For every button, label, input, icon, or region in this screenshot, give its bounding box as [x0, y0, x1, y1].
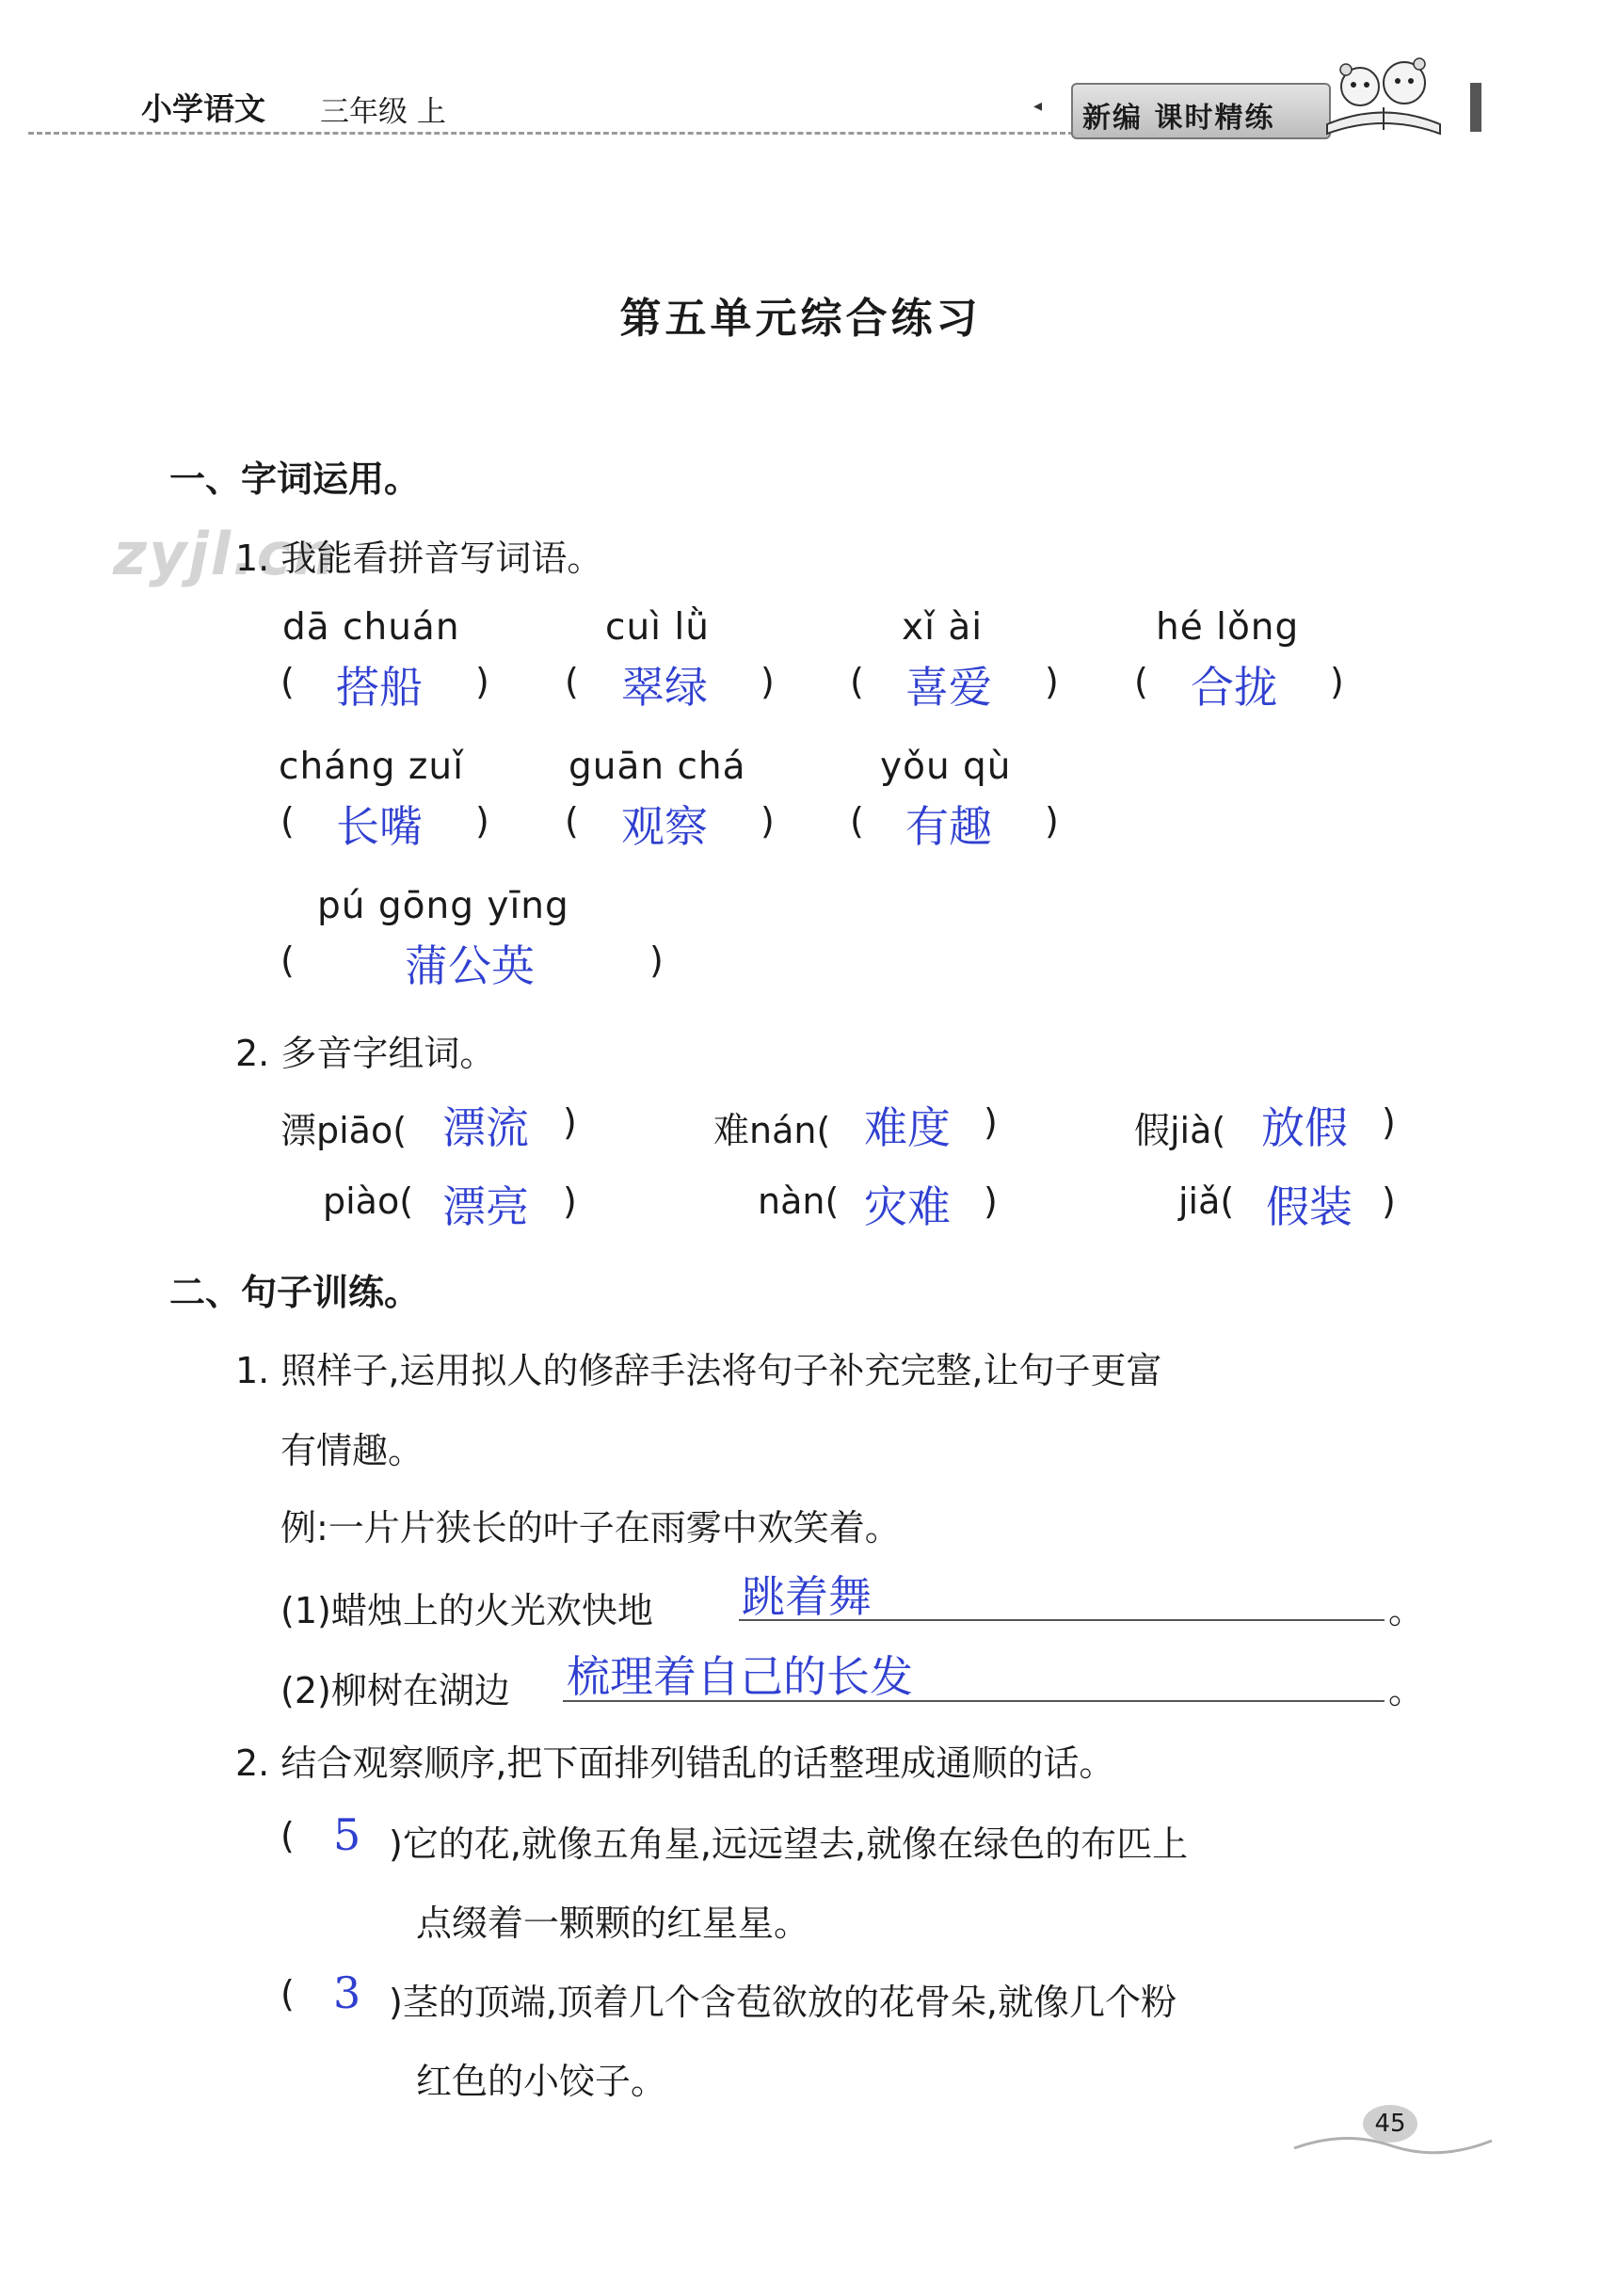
section2-q1-prompt-line1: 1. 照样子,运用拟人的修辞手法将句子补充完整,让句子更富	[235, 1350, 1162, 1391]
answer-3: 喜爱	[905, 662, 992, 713]
pinyin-3: xǐ ài	[902, 606, 984, 649]
polyphone-answer-1: 漂流	[442, 1102, 529, 1153]
pinyin-7: yǒu qù	[880, 746, 1012, 788]
paren-close: )	[1382, 1180, 1396, 1222]
pinyin-1: dā chuán	[282, 606, 460, 649]
page-number: 45	[1363, 2105, 1417, 2143]
header-divider	[28, 132, 1082, 135]
paren-close: )	[563, 1180, 577, 1222]
paren-open: (	[850, 800, 864, 842]
answer-underline	[563, 1700, 1385, 1702]
sentence-answer-2: 梳理着自己的长发	[567, 1651, 913, 1702]
page-title: 第五单元综合练习	[619, 295, 982, 343]
section1-heading: 一、字词运用。	[169, 458, 421, 500]
paren-open: (	[565, 661, 579, 702]
order-number-2: 3	[333, 1967, 361, 2018]
section2-q2-prompt: 2. 结合观察顺序,把下面排列错乱的话整理成通顺的话。	[235, 1742, 1115, 1784]
section1-q1-prompt: 1. 我能看拼音写词语。	[235, 538, 603, 579]
polyphone-answer-4: 漂亮	[442, 1181, 529, 1232]
header-subject: 小学语文	[141, 90, 265, 127]
polyphone-label-4: piào(	[323, 1180, 414, 1222]
paren-open: (	[280, 661, 295, 702]
answer-underline	[739, 1619, 1385, 1621]
section2-q1-prompt-line2: 有情趣。	[280, 1430, 424, 1471]
pinyin-6: guān chá	[568, 746, 746, 788]
paren-open: (	[280, 800, 295, 842]
order-number-1: 5	[333, 1809, 361, 1860]
mascot-book-icon	[1318, 49, 1449, 143]
paren-open: (	[280, 1973, 295, 2015]
header-arrow-icon: ◂	[1033, 96, 1043, 116]
pinyin-5: cháng zuǐ	[279, 746, 464, 788]
period: 。	[1388, 1590, 1425, 1631]
order-item-1-line1: )它的花,就像五角星,远远望去,就像在绿色的布匹上	[389, 1823, 1189, 1865]
header-grade: 三年级 上	[320, 95, 446, 129]
paren-open: (	[850, 661, 864, 702]
polyphone-answer-2: 难度	[864, 1102, 951, 1153]
section2-q1-example: 例:一片片狭长的叶子在雨雾中欢笑着。	[280, 1507, 901, 1549]
paren-close: )	[475, 661, 489, 702]
paren-close: )	[1330, 661, 1344, 702]
answer-5: 长嘴	[336, 801, 423, 852]
section1-q2-prompt: 2. 多音字组词。	[235, 1033, 496, 1074]
polyphone-label-6: jiǎ(	[1178, 1180, 1235, 1222]
paren-close: )	[649, 939, 664, 981]
order-item-2-line2: 红色的小饺子。	[416, 2061, 667, 2102]
answer-4: 合拢	[1191, 662, 1277, 713]
sentence-stem-2: (2)柳树在湖边	[280, 1670, 510, 1711]
polyphone-answer-3: 放假	[1261, 1102, 1348, 1153]
pinyin-2: cuì lǜ	[605, 606, 710, 649]
polyphone-answer-5: 灾难	[864, 1181, 951, 1232]
header-book-title: 新编 课时精练	[1082, 102, 1275, 135]
section2-heading: 二、句子训练。	[169, 1272, 421, 1313]
pinyin-8: pú gōng yīng	[317, 885, 569, 927]
watermark: zyjl.cn	[113, 520, 337, 588]
header-edge-bar	[1470, 83, 1481, 132]
paren-close: )	[1045, 661, 1059, 702]
answer-2: 翠绿	[621, 662, 708, 713]
paren-close: )	[475, 800, 489, 842]
paren-open: (	[565, 800, 579, 842]
polyphone-label-3: 假jià(	[1134, 1110, 1226, 1151]
period: 。	[1388, 1670, 1425, 1711]
paren-close: )	[563, 1101, 577, 1143]
paren-open: (	[280, 1815, 295, 1856]
answer-7: 有趣	[905, 801, 992, 852]
paren-close: )	[1382, 1101, 1396, 1143]
sentence-answer-1: 跳着舞	[742, 1571, 872, 1622]
answer-8: 蒲公英	[405, 940, 535, 991]
paren-open: (	[280, 939, 295, 981]
polyphone-answer-6: 假装	[1266, 1181, 1353, 1232]
answer-1: 搭船	[336, 662, 423, 713]
pinyin-4: hé lǒng	[1156, 606, 1300, 649]
paren-open: (	[1134, 661, 1148, 702]
paren-close: )	[1045, 800, 1059, 842]
order-item-2-line1: )茎的顶端,顶着几个含苞欲放的花骨朵,就像几个粉	[389, 1982, 1177, 2023]
order-item-1-line2: 点缀着一颗颗的红星星。	[416, 1903, 810, 1944]
paren-close: )	[984, 1101, 998, 1143]
polyphone-label-1: 漂piāo(	[280, 1110, 408, 1151]
paren-close: )	[760, 800, 775, 842]
polyphone-label-2: 难nán(	[713, 1110, 831, 1151]
sentence-stem-1: (1)蜡烛上的火光欢快地	[280, 1590, 653, 1631]
polyphone-label-5: nàn(	[758, 1180, 840, 1222]
paren-close: )	[984, 1180, 998, 1222]
answer-6: 观察	[621, 801, 708, 852]
paren-close: )	[760, 661, 775, 702]
